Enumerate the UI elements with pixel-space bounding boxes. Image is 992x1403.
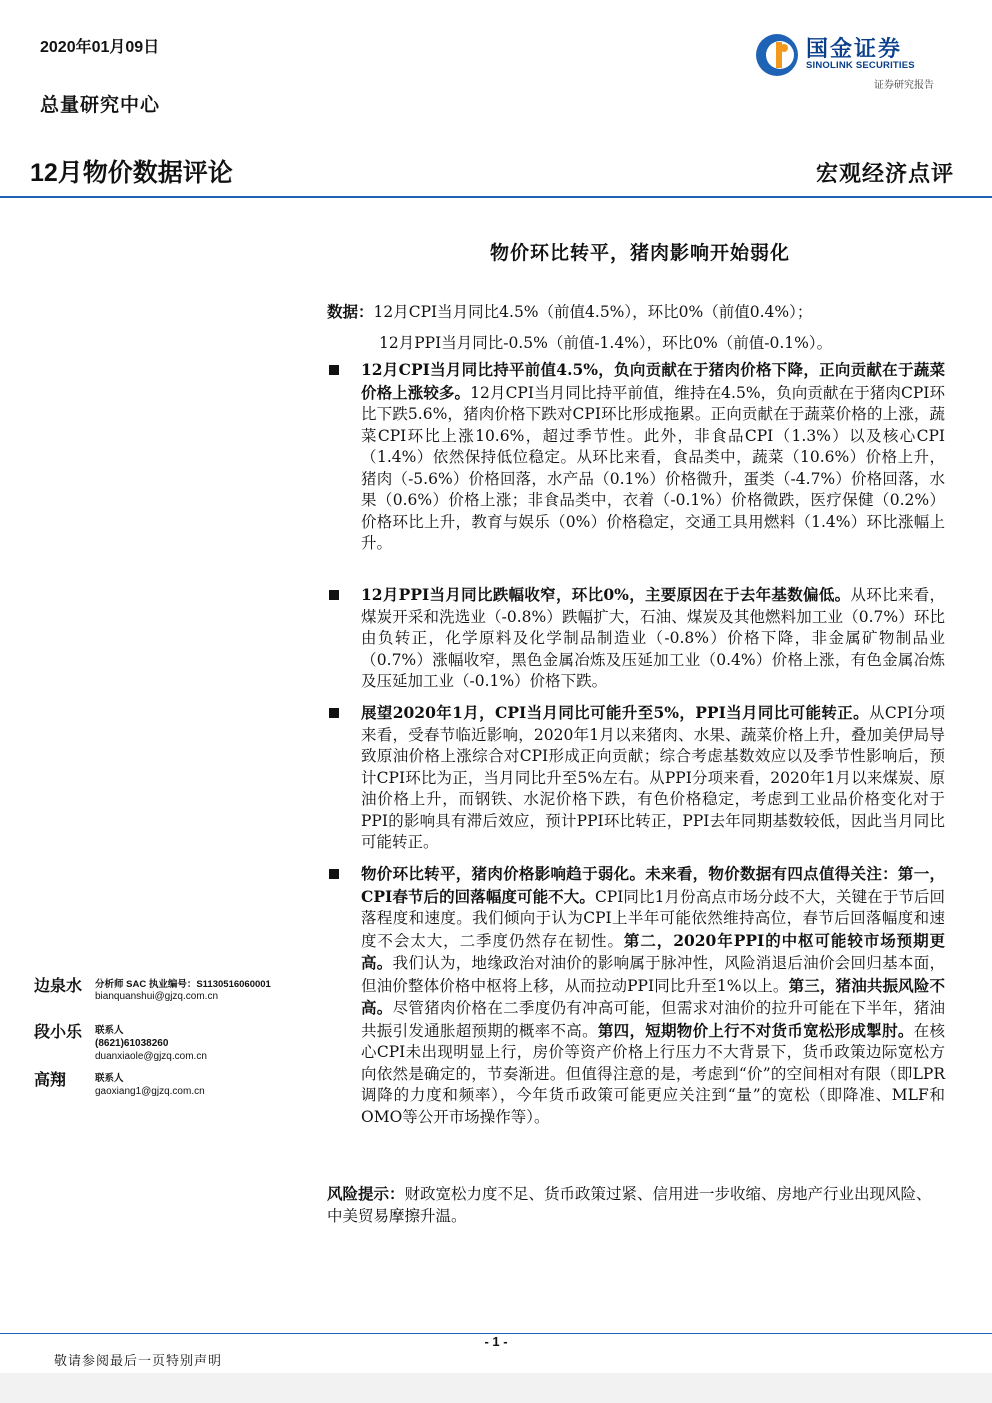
report-headline: 物价环比转平，猪肉影响开始弱化 (489, 242, 790, 264)
bullet-text (361, 702, 945, 854)
bullet-body: 在核心CPI未出现明显上行，房价等资产价格上行压力不大背景下，货币政策边际宽松方向依然是确定的，节奏渐进。但值得注意的是，考虑到“价”的空间相对有限（即LPR调降的力度和频率），今年货币政策可能更应关注到“量”的宽松（即降准、MLF和OMO等公开市场操作等）。 (361, 1021, 945, 1126)
page-number: - 1 - (484, 1334, 508, 1349)
analyst-email[interactable]: gaoxiang1@gjzq.com.cn (95, 1086, 205, 1097)
bullet-body: 尽管猪肉价格在二季度仍有冲高可能，但需求对油价的拉升可能在下半年，猪油共振引发通胀超预期的概率不高。 (361, 999, 945, 1040)
data-line-1 (327, 296, 947, 328)
analyst-name: 边泉水 (34, 976, 83, 995)
bullet-bold: 展望2020年1月，CPI当月同比可能升至5%，PPI当月同比可能转正。 (361, 703, 869, 722)
bullet-bold: 第三，猪油共振风险不高。 (361, 975, 945, 1017)
bullet-body: 我们认为，地缘政治对油价的影响属于脉冲性，风险消退后油价会回归基本面，但油价整体价格中枢将上移，从而拉动PPI同比升至1%以上。 (361, 954, 945, 995)
bullet-point (327, 584, 945, 693)
bullet-point (327, 359, 945, 555)
data-summary (327, 296, 947, 359)
data-line-2: 12月PPI当月同比-0.5%（前值-1.4%），环比0%（前值-0.1%）。 (379, 334, 833, 352)
report-category: 宏观经济点评 (815, 161, 954, 187)
bullet-body: CPI同比1月份高点市场分歧不大，关键在于节后回落程度和速度。我们倾向于认为CPI上半年可能依然维持高位，春节后回落幅度和速度不会太大，二季度仍然存在韧性。 (361, 887, 945, 950)
bullet-point (327, 702, 945, 854)
bullet-bold: 12月CPI当月同比持平前值4.5%，负向贡献在于猪肉价格下降，正向贡献在于蔬菜价格上涨较多。 (361, 360, 945, 402)
bullet-body: 从CPI分项来看，受春节临近影响，2020年1月以来猪肉、水果、蔬菜价格上升，叠加美伊局导致原油价格上涨综合对CPI形成正向贡献；综合考虑基数效应以及季节性影响后，预计CPI环比为正，当月同比升至5%左右。从PPI分项来看，2020年1月以来煤炭、原油价格上升，而钢铁、水泥价格下跌，有色价格稳定，考虑到工业品价格变化对于PPI的影响具有滞后效应，预计PPI环比转正，PPI去年同期基数较低，因此当月同比可能转正。 (361, 704, 945, 851)
data-label: 数据： (327, 302, 374, 321)
risk-label: 风险提示： (327, 1184, 405, 1203)
bullet-square-icon (329, 590, 339, 600)
logo-chinese-name: 国金证券 (806, 36, 903, 61)
bullet-body: 从环比来看，煤炭开采和洗选业（-0.8%）跌幅扩大，石油、煤炭及其他燃料加工业（0.7%）环比由负转正，化学原料及化学制品制造业（-0.8%）价格下降，非金属矿物制品业（0.7%）涨幅收窄，黑色金属冶炼及压延加工业（0.4%）价格上涨，有色金属冶炼及压延加工业（-0.1%）价格下跌。 (361, 586, 945, 690)
footer-band (0, 1373, 992, 1403)
analyst-email[interactable]: duanxiaole@gjzq.com.cn (95, 1051, 207, 1062)
report-date: 2020年01月09日 (40, 39, 160, 56)
bullet-bold: 12月PPI当月同比跌幅收窄，环比0%，主要原因在于去年基数偏低。 (361, 585, 851, 604)
analyst-name: 高翔 (34, 1070, 67, 1089)
bullet-text (361, 359, 945, 555)
analyst-email[interactable]: bianquanshui@gjzq.com.cn (95, 991, 219, 1002)
analyst-name: 段小乐 (34, 1022, 83, 1041)
data-cpi-text: 12月CPI当月同比4.5%（前值4.5%），环比0%（前值0.4%）； (373, 303, 813, 321)
bullet-text (361, 863, 945, 1128)
bullet-text (361, 584, 945, 693)
risk-warning (327, 1183, 945, 1227)
bullet-bold: 第二，2020年PPI的中枢可能较市场预期更高。 (361, 930, 945, 972)
company-logo (754, 30, 949, 92)
analyst-role: 联系人 (95, 1073, 124, 1084)
department-name: 总量研究中心 (40, 94, 161, 116)
footer-disclaimer: 敬请参阅最后一页特别声明 (54, 1354, 223, 1369)
header-divider (0, 196, 992, 198)
bullet-bold: 第四，短期物价上行不对货币宽松形成掣肘。 (597, 1020, 914, 1040)
bullet-bold: 物价环比转平，猪肉价格影响趋于弱化。未来看，物价数据有四点值得关注：第一，CPI春节后的回落幅度可能不大。 (361, 864, 945, 906)
bullet-square-icon (329, 365, 339, 375)
bullet-body: 12月CPI当月同比持平前值，维持在4.5%，负向贡献在于猪肉CPI环比下跌5.6%，猪肉价格下跌对CPI环比形成拖累。正向贡献在于蔬菜价格的上涨，蔬菜CPI环比上涨10.6%，超过季节性。此外，非食品CPI（1.3%）以及核心CPI（1.4%）依然保持低位稳定。从环比来看，食品类中，蔬菜（10.6%）价格上升，猪肉（-5.6%）价格回落，水产品（0.1%）价格微升，蛋类（-4.7%）价格回落，水果（0.6%）价格上涨；非食品类中，衣着（-0.1%）价格微跌，医疗保健（0.2%）价格环比上升，教育与娱乐（0%）价格稳定，交通工具用燃料（1.4%）环比涨幅上升。 (361, 383, 945, 552)
bullet-square-icon (329, 708, 339, 718)
logo-mark-icon (754, 32, 800, 78)
bullet-square-icon (329, 869, 339, 879)
bullet-point (327, 863, 945, 1128)
risk-text: 财政宽松力度不足、货币政策过紧、信用进一步收缩、房地产行业出现风险、中美贸易摩擦升温。 (327, 1185, 932, 1225)
logo-english-name: SINOLINK SECURITIES (806, 60, 915, 71)
logo-subtitle: 证券研究报告 (874, 80, 934, 91)
report-title: 12月物价数据评论 (30, 159, 233, 187)
analyst-role: 联系人 (95, 1025, 124, 1036)
analyst-role: 分析师 SAC 执业编号：S1130516060001 (95, 979, 271, 990)
analyst-phone: (8621)61038260 (95, 1038, 169, 1049)
